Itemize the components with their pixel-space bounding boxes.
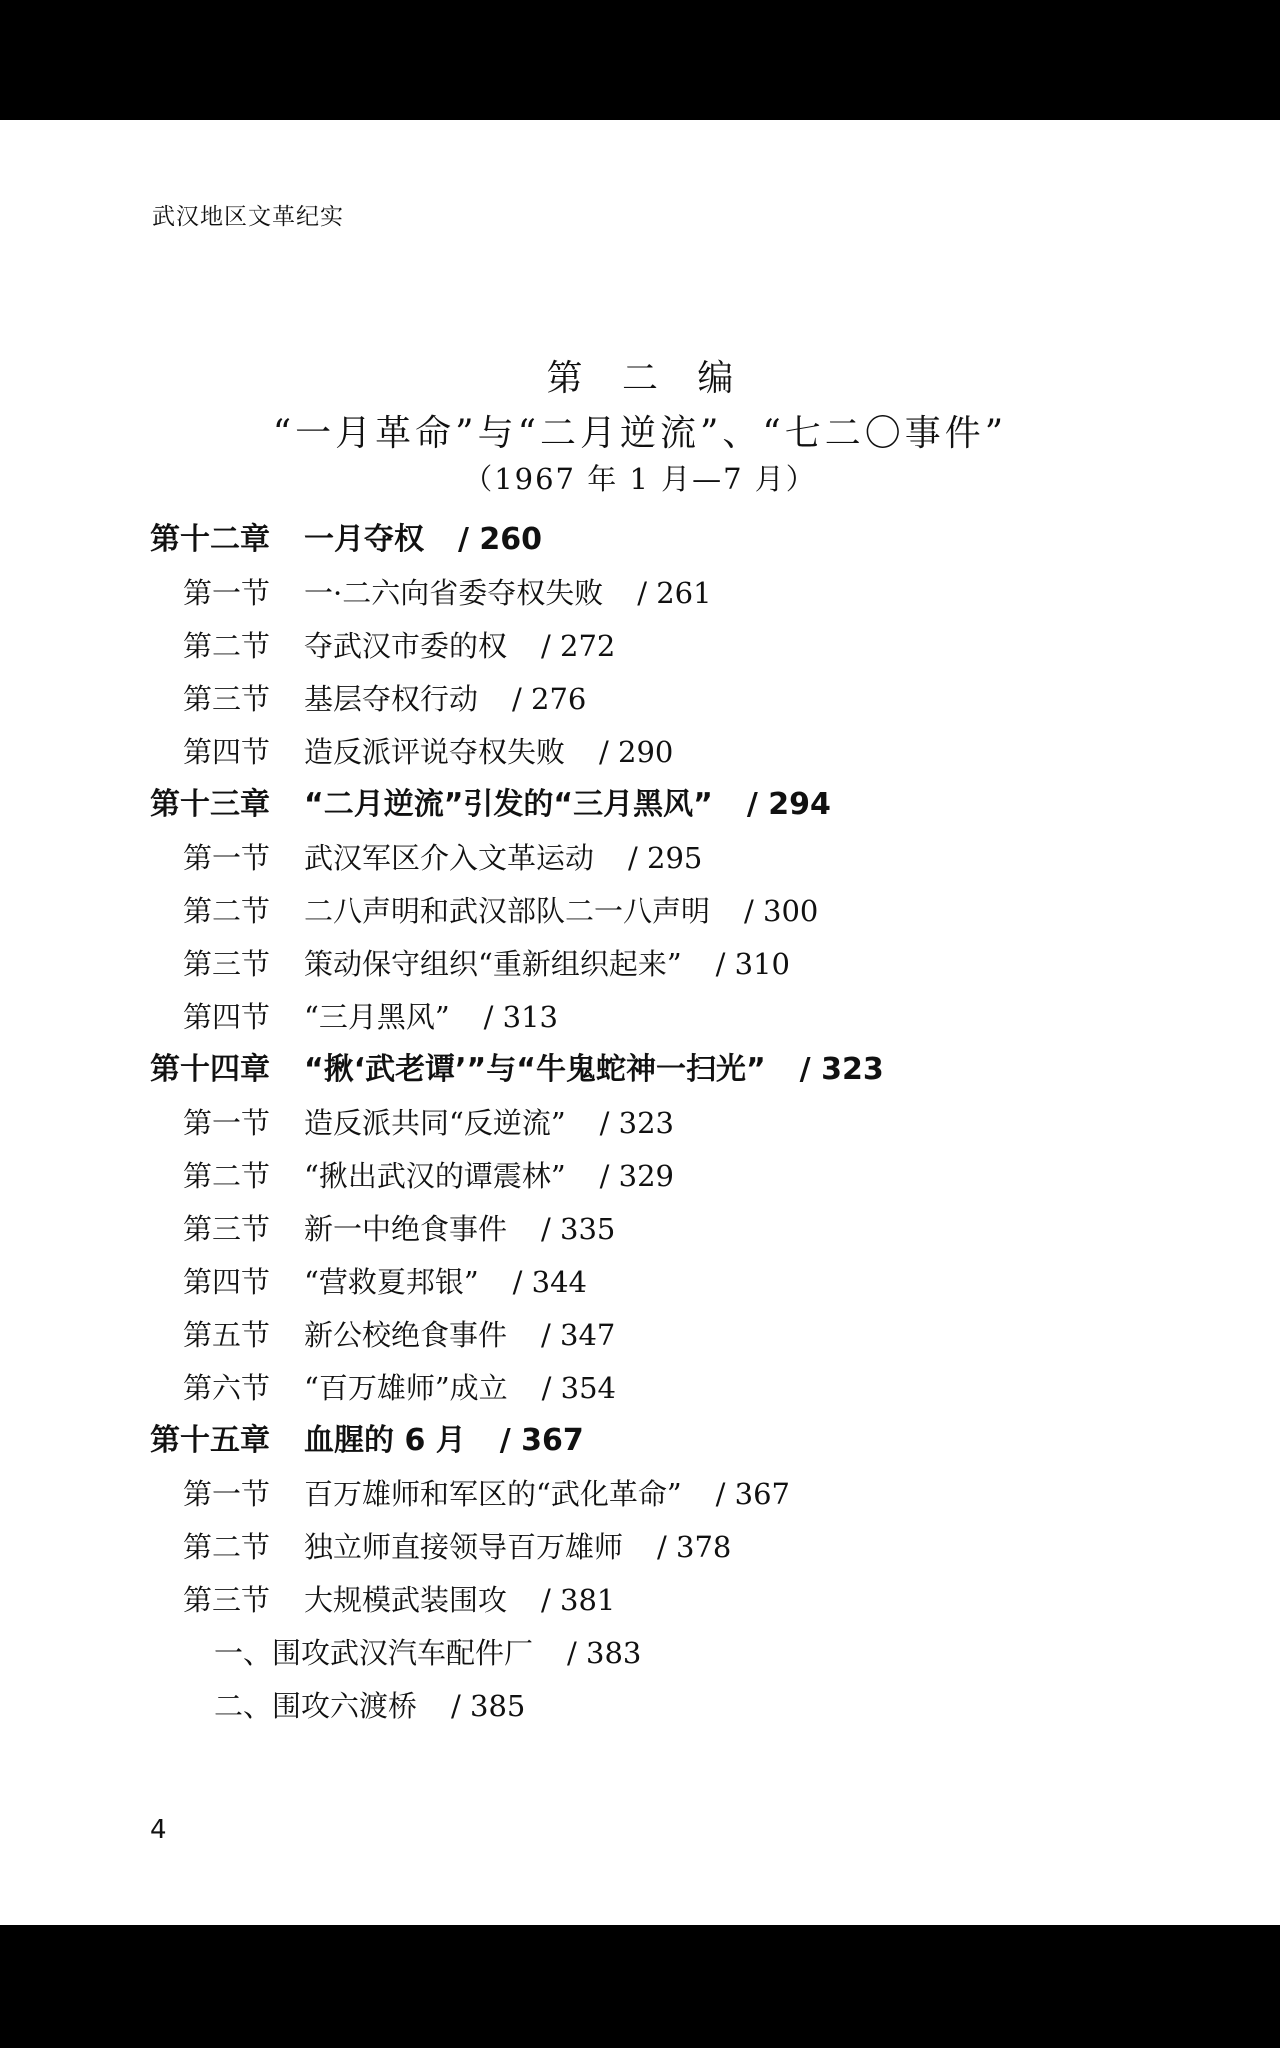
toc-entry-title: 一·二六向省委夺权失败 (304, 576, 604, 610)
toc-entry-title: 独立师直接领导百万雄师 (304, 1530, 624, 1564)
toc-entry-title: “三月黑风” (304, 1000, 450, 1034)
toc-entry-number: 第四节 (183, 735, 271, 769)
running-header: 武汉地区文革纪实 (152, 204, 344, 230)
toc-section-entry (183, 573, 712, 613)
toc-entry-page: / 367 (715, 1477, 791, 1511)
toc-entry-title: 造反派评说夺权失败 (304, 735, 566, 769)
toc-section-entry (183, 732, 673, 772)
part-dates: （1967 年 1 月—7 月） (463, 462, 817, 496)
toc-entry-title: 新公校绝食事件 (304, 1318, 508, 1352)
toc-entry-title: 百万雄师和军区的“武化革命” (304, 1477, 682, 1511)
toc-section-entry (183, 1209, 615, 1249)
toc-section-entry (183, 1527, 731, 1567)
toc-entry-page: / 381 (541, 1583, 616, 1617)
toc-section-entry (183, 891, 818, 931)
toc-entry-number: 第一节 (183, 576, 271, 610)
toc-entry-number: 第五节 (183, 1318, 271, 1352)
toc-chapter-entry (150, 1050, 884, 1090)
toc-entry-title: “百万雄师”成立 (304, 1371, 508, 1405)
toc-section-entry (183, 1474, 790, 1514)
toc-entry-number: 第二节 (183, 1159, 271, 1193)
toc-entry-title: 二、围攻六渡桥 (214, 1689, 418, 1723)
toc-entry-title: “营救夏邦银” (304, 1265, 479, 1299)
toc-entry-number: 第二节 (183, 1530, 271, 1564)
toc-entry-title: 新一中绝食事件 (304, 1212, 508, 1246)
toc-chapter-entry (150, 1421, 584, 1461)
toc-entry-page: / 260 (458, 522, 543, 557)
toc-chapter-entry (150, 520, 542, 560)
toc-section-entry (183, 1103, 674, 1143)
toc-section-entry (183, 1580, 615, 1620)
toc-section-entry (183, 1315, 615, 1355)
toc-subsection-entry (214, 1633, 641, 1673)
toc-entry-title: 血腥的 6 月 (304, 1423, 466, 1458)
toc-entry-title: “揪出武汉的谭震林” (304, 1159, 566, 1193)
toc-entry-page: / 310 (715, 947, 791, 981)
toc-entry-page: / 272 (541, 629, 616, 663)
toc-section-entry (183, 838, 702, 878)
toc-entry-page: / 347 (541, 1318, 616, 1352)
toc-section-entry (183, 626, 615, 666)
toc-entry-title: “揪‘武老谭’”与“牛鬼蛇神一扫光” (304, 1052, 766, 1087)
toc-entry-number: 第十五章 (150, 1423, 270, 1458)
toc-entry-page: / 294 (746, 787, 831, 822)
toc-section-entry (183, 1156, 674, 1196)
toc-entry-page: / 329 (599, 1159, 675, 1193)
toc-entry-page: / 290 (599, 735, 674, 769)
toc-section-entry (183, 1262, 587, 1302)
toc-entry-title: 策动保守组织“重新组织起来” (304, 947, 682, 981)
toc-entry-page: / 385 (451, 1689, 526, 1723)
part-label: 第 二 编 (546, 358, 748, 399)
part-title: “一月革命”与“二月逆流”、“七二〇事件” (272, 413, 1008, 454)
toc-entry-page: / 295 (628, 841, 703, 875)
toc-entry-number: 第一节 (183, 1477, 271, 1511)
toc-section-entry (183, 679, 586, 719)
toc-entry-number: 第十三章 (150, 787, 270, 822)
toc-entry-number: 第六节 (183, 1371, 271, 1405)
page-number: 4 (150, 1815, 167, 1845)
toc-entry-number: 第十四章 (150, 1052, 270, 1087)
book-page (0, 120, 1280, 1925)
toc-entry-title: “二月逆流”引发的“三月黑风” (304, 787, 713, 822)
toc-entry-number: 第四节 (183, 1265, 271, 1299)
toc-section-entry (183, 1368, 616, 1408)
toc-entry-page: / 378 (657, 1530, 732, 1564)
toc-entry-page: / 261 (637, 576, 712, 610)
toc-entry-title: 基层夺权行动 (304, 682, 479, 716)
toc-entry-title: 一、围攻武汉汽车配件厂 (214, 1636, 534, 1670)
toc-entry-page: / 300 (744, 894, 819, 928)
toc-entry-page: / 383 (567, 1636, 642, 1670)
toc-entry-page: / 313 (483, 1000, 559, 1034)
toc-entry-title: 大规模武装围攻 (304, 1583, 508, 1617)
toc-entry-title: 二八声明和武汉部队二一八声明 (304, 894, 711, 928)
toc-section-entry (183, 944, 790, 984)
toc-entry-number: 第三节 (183, 682, 271, 716)
toc-chapter-entry (150, 785, 831, 825)
toc-entry-page: / 367 (499, 1423, 584, 1458)
toc-entry-page: / 354 (541, 1371, 617, 1405)
toc-entry-page: / 335 (541, 1212, 616, 1246)
toc-entry-page: / 323 (599, 1106, 675, 1140)
toc-section-entry (183, 997, 558, 1037)
toc-entry-number: 第一节 (183, 841, 271, 875)
toc-entry-number: 第二节 (183, 894, 271, 928)
toc-entry-number: 第十二章 (150, 522, 270, 557)
toc-entry-title: 武汉军区介入文革运动 (304, 841, 595, 875)
toc-entry-number: 第一节 (183, 1106, 271, 1140)
toc-entry-page: / 344 (512, 1265, 588, 1299)
toc-entry-number: 第四节 (183, 1000, 271, 1034)
toc-entry-title: 夺武汉市委的权 (304, 629, 508, 663)
toc-entry-number: 第三节 (183, 1583, 271, 1617)
toc-entry-number: 第三节 (183, 947, 271, 981)
toc-entry-page: / 323 (799, 1052, 884, 1087)
toc-entry-title: 一月夺权 (304, 522, 424, 557)
toc-entry-title: 造反派共同“反逆流” (304, 1106, 566, 1140)
toc-entry-number: 第三节 (183, 1212, 271, 1246)
toc-entry-number: 第二节 (183, 629, 271, 663)
toc-subsection-entry (214, 1686, 525, 1726)
toc-entry-page: / 276 (512, 682, 587, 716)
